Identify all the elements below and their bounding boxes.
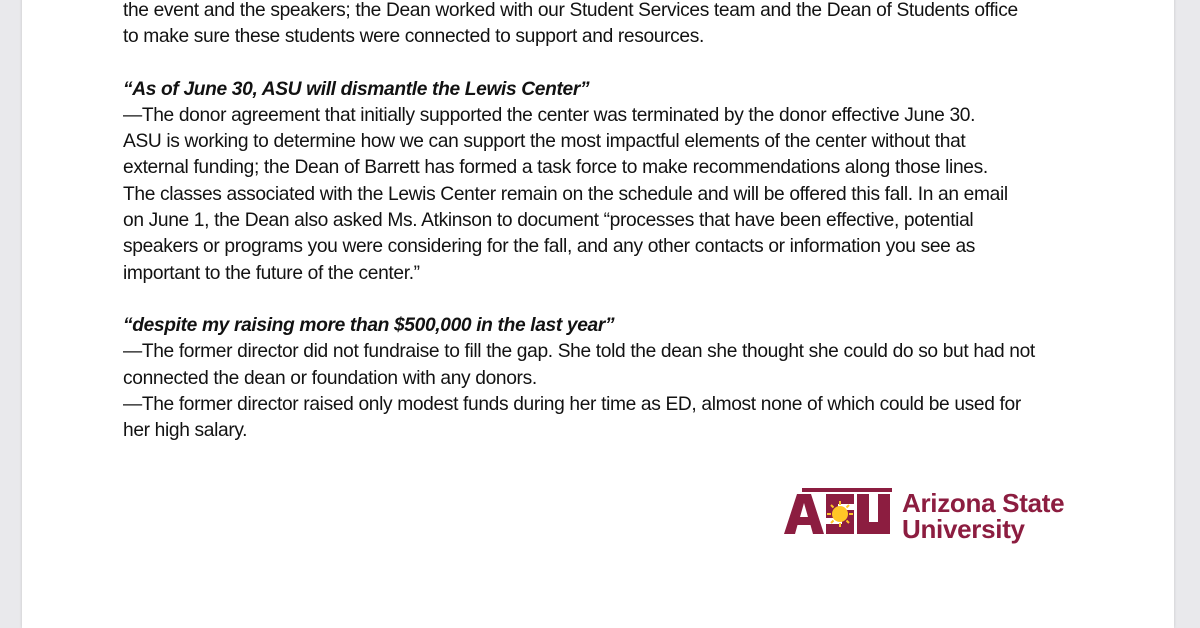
section-2-quote: “despite my raising more than $500,000 in the last year” <box>123 314 615 336</box>
section-1-line: speakers or programs you were considering for the fall, and any other contacts or information you see as <box>123 236 976 258</box>
asu-name-line-1: Arizona State <box>902 488 1065 518</box>
section-1-line: —The donor agreement that initially supported the center was terminated by the donor effective June 30. <box>123 104 976 126</box>
intro-line-2: to make sure these students were connected to support and resources. <box>123 26 704 48</box>
asu-wordmark <box>902 490 1064 542</box>
section-2-line: —The former director did not fundraise to fill the gap. She told the dean she thought she could do so but had not <box>123 341 1035 363</box>
letter-body <box>123 0 1133 444</box>
section-2-line: connected the dean or foundation with any donors. <box>123 367 537 389</box>
section-2-line: her high salary. <box>123 420 248 442</box>
section-1-line: ASU is working to determine how we can support the most impactful elements of the center without that <box>123 131 966 153</box>
asu-mark-icon <box>782 488 894 540</box>
section-1-line: external funding; the Dean of Barrett has formed a task force to make recommendations along those lines. <box>123 157 988 179</box>
asu-name-line-2: University <box>902 514 1025 544</box>
document-page <box>22 0 1174 628</box>
section-2-line: —The former director raised only modest funds during her time as ED, almost none of which could be used for <box>123 393 1021 415</box>
section-1-line: The classes associated with the Lewis Center remain on the schedule and will be offered this fall. In an email <box>123 183 1008 205</box>
intro-line-1: the event and the speakers; the Dean worked with our Student Services team and the Dean of Students office <box>123 0 1018 21</box>
section-1-line: important to the future of the center.” <box>123 262 420 284</box>
section-1-quote: “As of June 30, ASU will dismantle the Lewis Center” <box>123 78 590 100</box>
asu-logo <box>782 488 1082 548</box>
section-1-line: on June 1, the Dean also asked Ms. Atkinson to document “processes that have been effective, potential <box>123 210 974 232</box>
